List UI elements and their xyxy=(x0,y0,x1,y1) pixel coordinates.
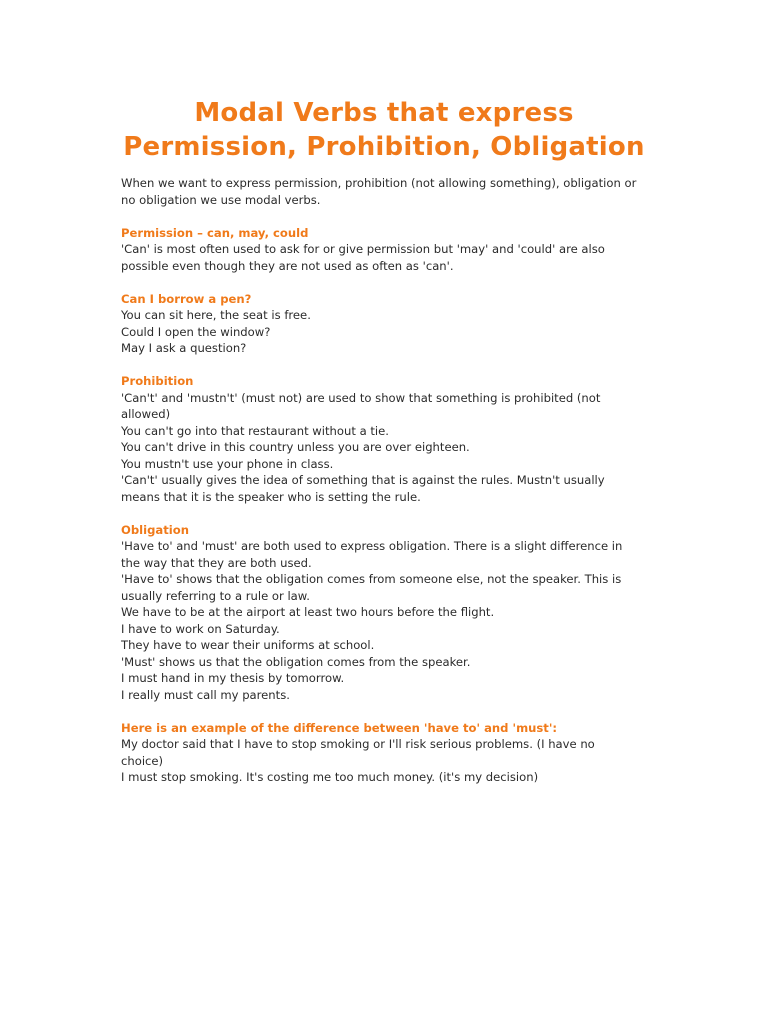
permission-line: 'Can' is most often used to ask for or give permission but 'may' and 'could' are also xyxy=(121,242,605,256)
document-body xyxy=(121,175,651,802)
difference-line: choice) xyxy=(121,753,164,768)
obligation-section xyxy=(121,522,651,704)
prohibition-line: You can't drive in this country unless you are over eighteen. xyxy=(121,440,470,454)
permission-section xyxy=(121,225,651,275)
prohibition-line: means that it is the speaker who is setting the rule. xyxy=(121,489,421,504)
prohibition-line: 'Can't' and 'mustn't' (must not) are used to show that something is prohibited (not xyxy=(121,390,601,405)
prohibition-heading: Prohibition xyxy=(121,374,194,388)
obligation-line: We have to be at the airport at least two hours before the flight. xyxy=(121,605,495,619)
obligation-line: I have to work on Saturday. xyxy=(121,621,280,636)
prohibition-line: You can't go into that restaurant without a tie. xyxy=(121,423,389,438)
title-line-1: Modal Verbs that express xyxy=(194,98,574,128)
obligation-line: the way that they are both used. xyxy=(121,555,312,570)
examples-section xyxy=(121,291,651,357)
obligation-line: I really must call my parents. xyxy=(121,687,290,702)
difference-section xyxy=(121,720,651,786)
obligation-line: usually referring to a rule or law. xyxy=(121,588,310,603)
examples-heading: Can I borrow a pen? xyxy=(121,291,252,306)
permission-heading: Permission – can, may, could xyxy=(121,225,309,240)
difference-line: I must stop smoking. It's costing me too much money. (it's my decision) xyxy=(121,770,539,784)
difference-heading: Here is an example of the difference between 'have to' and 'must': xyxy=(121,720,558,735)
prohibition-line: You mustn't use your phone in class. xyxy=(121,456,334,471)
page-title xyxy=(0,96,768,164)
intro-paragraph xyxy=(121,175,651,208)
obligation-heading: Obligation xyxy=(121,522,189,537)
intro-line: When we want to express permission, prohibition (not allowing something), obligation or xyxy=(121,176,637,190)
difference-line: My doctor said that I have to stop smoking or I'll risk serious problems. (I have no xyxy=(121,737,595,751)
example-line: Could I open the window? xyxy=(121,324,271,339)
obligation-line: 'Must' shows us that the obligation comes from the speaker. xyxy=(121,654,471,669)
prohibition-line: 'Can't' usually gives the idea of something that is against the rules. Mustn't usually xyxy=(121,473,605,487)
obligation-line: 'Have to' and 'must' are both used to express obligation. There is a slight difference in xyxy=(121,539,623,553)
obligation-line: I must hand in my thesis by tomorrow. xyxy=(121,671,345,685)
example-line: You can sit here, the seat is free. xyxy=(121,308,311,322)
title-line-2: Permission, Prohibition, Obligation xyxy=(123,132,645,162)
example-line: May I ask a question? xyxy=(121,341,247,355)
obligation-line: 'Have to' shows that the obligation comes from someone else, not the speaker. This is xyxy=(121,572,622,586)
prohibition-section xyxy=(121,373,651,505)
intro-line: no obligation we use modal verbs. xyxy=(121,192,321,207)
obligation-line: They have to wear their uniforms at school. xyxy=(121,638,375,652)
prohibition-line: allowed) xyxy=(121,407,171,421)
permission-line: possible even though they are not used as often as 'can'. xyxy=(121,258,454,273)
